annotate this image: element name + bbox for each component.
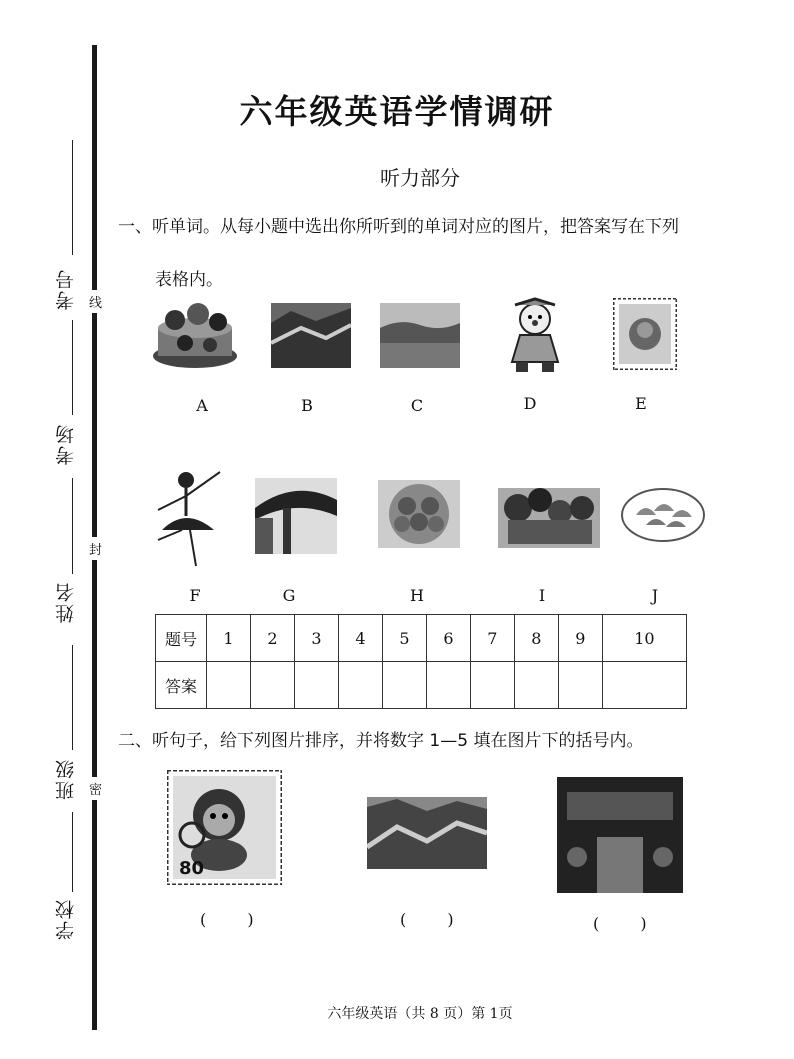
name-label: 姓名 [55,581,77,623]
mooncake-plate-picture [378,480,460,548]
option-letter-j: J [651,586,659,605]
school-field[interactable] [72,812,73,892]
option-letter-d: D [523,394,537,413]
answer-table [155,614,687,709]
question-number-cell: 6 [426,615,470,662]
answer-cell[interactable] [558,662,602,709]
row-label-answer: 答案 [156,662,207,709]
page-title: 六年级英语学情调研 [239,92,555,131]
mountain-field-picture [380,303,460,368]
school-label: 学校 [55,898,77,940]
section-heading-listening: 听力部分 [380,166,460,190]
option-letter-g: G [282,586,296,605]
option-letter-h: H [410,586,424,605]
seal-mark-secret: 密 [89,777,102,800]
cake-picture [150,298,240,373]
question-number-cell: 2 [250,615,294,662]
pine-tree-picture [255,478,337,554]
option-letter-a: A [196,396,208,415]
festival-picture [557,777,683,893]
ballet-dancer-picture [148,468,224,568]
question-number-cell: 1 [207,615,251,662]
answer-cell[interactable] [602,662,686,709]
answer-cell[interactable] [294,662,338,709]
option-letter-b: B [301,396,313,415]
table-row-question-numbers [156,615,687,662]
question-number-cell: 3 [294,615,338,662]
question-number-cell: 10 [602,615,686,662]
answer-cell[interactable] [470,662,514,709]
great-wall-picture [271,303,351,368]
option-letter-f: F [189,586,201,605]
question-number-cell: 9 [558,615,602,662]
answer-cell[interactable] [426,662,470,709]
svg-text:80: 80 [179,858,205,879]
option-letter-e: E [635,394,647,413]
class-label: 班级 [55,758,77,800]
question-number-cell: 5 [382,615,426,662]
question-number-cell: 4 [338,615,382,662]
answer-cell[interactable] [382,662,426,709]
seal-mark-seal: 封 [89,537,102,560]
monkey-stamp-picture [167,770,282,885]
table-row-answers [156,662,687,709]
dumplings-plate-picture [620,485,706,545]
row-label-question-no: 题号 [156,615,207,662]
exam-room-field[interactable] [72,320,73,415]
page-footer: 六年级英语（共 8 页）第 1页 [327,1006,513,1022]
exam-room-label: 考场 [55,423,77,465]
exam-number-field[interactable] [72,140,73,255]
exam-number-label: 考号 [55,268,77,310]
answer-cell[interactable] [207,662,251,709]
question-1-instruction-cont: 表格内。 [155,270,223,290]
question-1-instruction: 一、听单词。从每小题中选出你所听到的单词对应的图片，把答案写在下列 [118,217,679,237]
answer-cell[interactable] [338,662,382,709]
option-letter-i: I [538,586,546,605]
clown-doll-picture [500,297,570,375]
class-field[interactable] [72,645,73,750]
order-blank-1[interactable]: ( ) [200,910,272,929]
order-blank-3[interactable]: ( ) [593,914,665,933]
option-letter-c: C [410,396,424,415]
question-number-cell: 7 [470,615,514,662]
answer-cell[interactable] [250,662,294,709]
question-number-cell: 8 [514,615,558,662]
order-blank-2[interactable]: ( ) [400,910,472,929]
question-2-instruction: 二、听句子，给下列图片排序，并将数字 1—5 填在图片下的括号内。 [118,731,644,751]
answer-cell[interactable] [514,662,558,709]
name-field[interactable] [72,478,73,574]
stamp-picture [613,298,677,370]
flower-basket-picture [498,478,600,548]
great-wall-picture-2 [367,797,487,869]
seal-mark-line: 线 [89,290,102,313]
